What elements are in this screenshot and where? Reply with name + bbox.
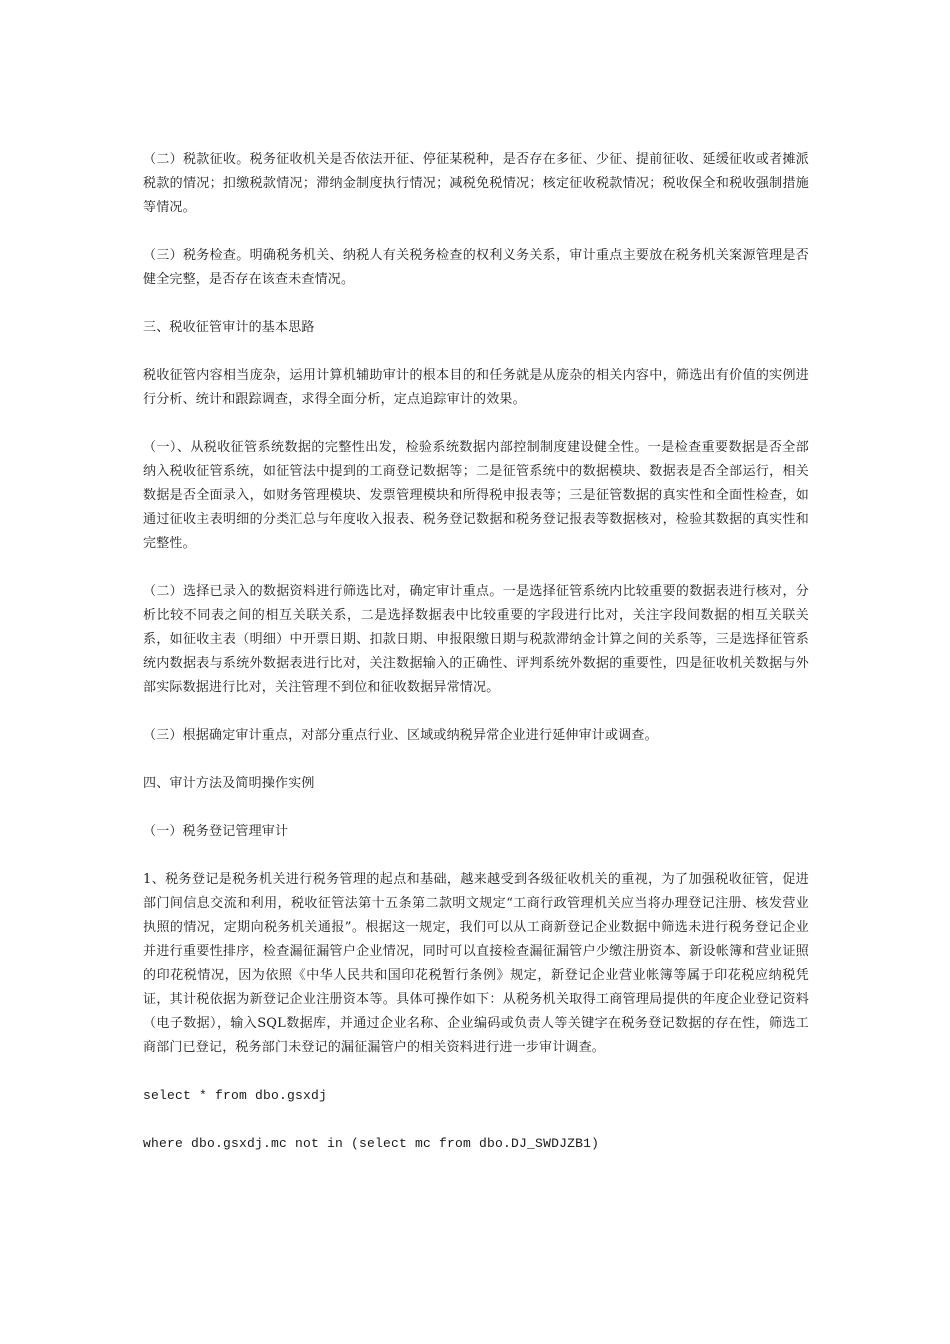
paragraph-completeness-check: （一）、从税收征管系统数据的完整性出发，检验系统数据内部控制制度建设健全性。一是检查重要数据是否全部纳入税收征管系统，如征管法中提到的工商登记数据等；二是征管系统中的数据模块、数据表是否全部运行，相关数据是否全面录入，如财务管理模块、发票管理模块和所得税申报表等；三是征管数据的真实性和全面性检查，如通过征收主表明细的分类汇总与年度收入报表、税务登记数据和税务登记报表等数据核对，检验其数据的真实性和完整性。 — [143, 440, 809, 551]
paragraph-registration-audit: 1、税务登记是税务机关进行税务管理的起点和基础，越来越受到各级征收机关的重视，为了加强税收征管，促进部门间信息交流和利用，税收征管法第十五条第二款明文规定“工商行政管理机关应当将办理登记注册、核发营业执照的情况，定期向税务机关通报”。根据这一规定，我们可以从工商新登记企业数据中筛选未进行税务登记企业并进行重要性排序，检查漏征漏管户企业情况，同时可以直接检查漏征漏管户少缴注册资本、新设帐簿和营业证照的印花税情况，因为依照《中华人民共和国印花税暂行条例》规定，新登记企业营业帐簿等属于印花税应纳税凭证，其计税依据为新登记企业注册资本等。具体可操作如下：从税务机关取得工商管理局提供的年度企业登记资料（电子数据），输入SQL数据库，并通过企业名称、企业编码或负责人等关键字在税务登记数据的存在性，筛选工商部门已登记，税务部门未登记的漏征漏管户的相关资料进行进一步审计调查。 — [143, 872, 809, 1055]
paragraph-basic-approach: 税收征管内容相当庞杂，运用计算机辅助审计的根本目的和任务就是从庞杂的相关内容中，筛选出有价值的实例进行分析、统计和跟踪调查，求得全面分析，定点追踪审计的效果。 — [143, 368, 809, 407]
paragraph-screening-comparison: （二）选择已录入的数据资料进行筛选比对，确定审计重点。一是选择征管系统内比较重要的数据表进行核对，分析比较不同表之间的相互关联关系，二是选择数据表中比较重要的字段进行比对，关注字段间数据的相互关联关系，如征收主表（明细）中开票日期、扣款日期、申报限缴日期与税款滞纳金计算之间的关系等，三是选择征管系统内数据表与系统外数据表进行比对，关注数据输入的正确性、评判系统外数据的重要性，四是征收机关数据与外部实际数据进行比对，关注管理不到位和征收数据异常情况。 — [143, 584, 809, 695]
document-body — [143, 148, 809, 1180]
section-heading-4: 四、审计方法及简明操作实例 — [143, 776, 315, 791]
section-heading-3: 三、税收征管审计的基本思路 — [143, 320, 315, 335]
paragraph-tax-inspection: （三）税务检查。明确税务机关、纳税人有关税务检查的权利义务关系，审计重点主要放在税务机关案源管理是否健全完整，是否存在该查未查情况。 — [143, 248, 809, 287]
sql-code-line-1: select * from dbo.gsxdj — [143, 1088, 328, 1103]
sql-code-line-2: where dbo.gsxdj.mc not in (select mc from dbo.DJ_SWDJZB1) — [143, 1136, 600, 1151]
paragraph-tax-collection: （二）税款征收。税务征收机关是否依法开征、停征某税种，是否存在多征、少征、提前征收、延缓征收或者摊派税款的情况；扣缴税款情况；滞纳金制度执行情况；减税免税情况；核定征收税款情况；税收保全和税收强制措施等情况。 — [143, 152, 809, 215]
paragraph-extended-audit: （三）根据确定审计重点，对部分重点行业、区域或纳税异常企业进行延伸审计或调查。 — [143, 728, 658, 743]
subsection-heading-registration: （一）税务登记管理审计 — [143, 824, 289, 839]
